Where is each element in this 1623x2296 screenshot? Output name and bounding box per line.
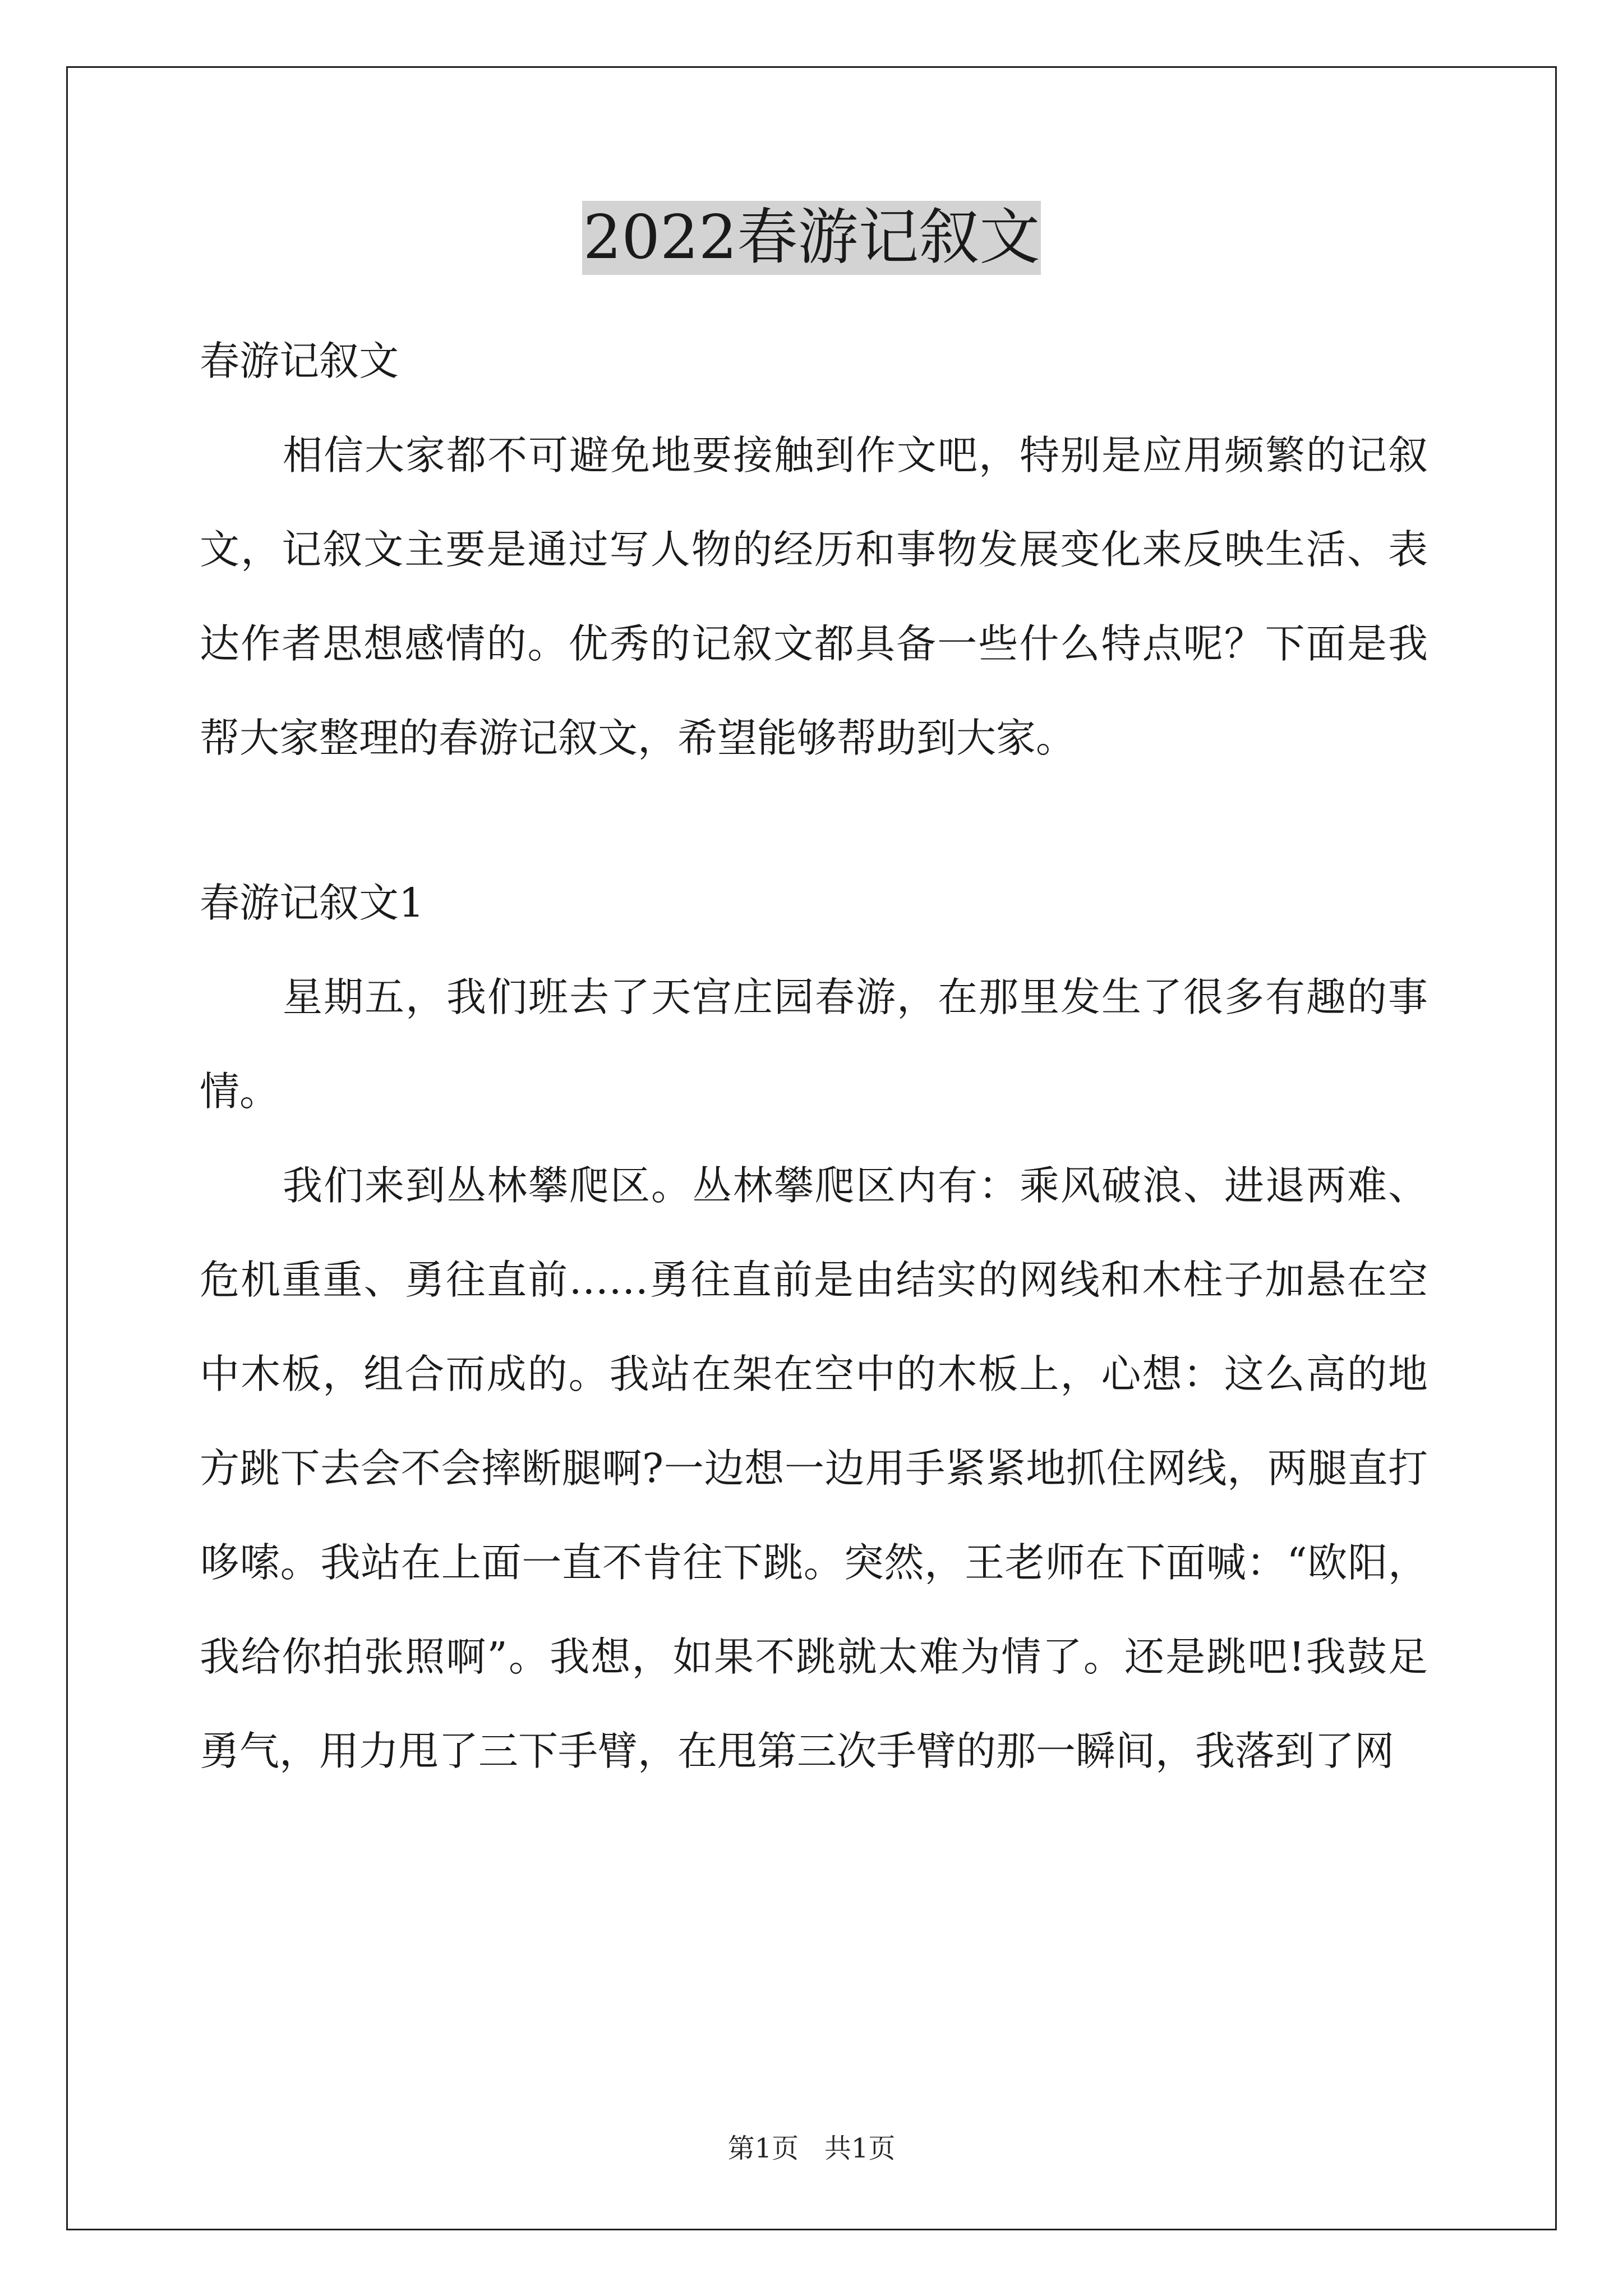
document-title: 2022春游记叙文 xyxy=(582,201,1041,275)
section-heading-1: 春游记叙文1 xyxy=(200,880,425,926)
spacer xyxy=(200,785,1428,856)
page-total: 共1页 xyxy=(824,2133,896,2164)
title-container xyxy=(0,201,1623,275)
section-heading-intro: 春游记叙文 xyxy=(200,338,399,384)
paragraph-1: 星期五，我们班去了天宫庄园春游，在那里发生了很多有趣的事情。 xyxy=(200,974,1428,1115)
page-number: 第1页 xyxy=(727,2133,799,2164)
paragraph-2: 我们来到丛林攀爬区。丛林攀爬区内有：乘风破浪、进退两难、危机重重、勇往直前……勇往直前是由结实的网线和木柱子加悬在空中木板，组合而成的。我站在架在空中的木板上，心想：这么高的地方跳下去会不会摔断腿啊?一边想一边用手紧紧地抓住网线，两腿直打哆嗦。我站在上面一直不肯往下跳。突然，王老师在下面喊：“欧阳，我给你拍张照啊”。我想，如果不跳就太难为情了。还是跳吧!我鼓足勇气，用力甩了三下手臂，在甩第三次手臂的那一瞬间，我落到了网 xyxy=(200,1162,1428,1774)
paragraph-intro: 相信大家都不可避免地要接触到作文吧，特别是应用频繁的记叙文，记叙文主要是通过写人物的经历和事物发展变化来反映生活、表达作者思想感情的。优秀的记叙文都具备一些什么特点呢？下面是我帮大家整理的春游记叙文，希望能够帮助到大家。 xyxy=(200,432,1428,761)
document-body xyxy=(200,314,1428,1798)
page-footer xyxy=(0,2132,1623,2165)
